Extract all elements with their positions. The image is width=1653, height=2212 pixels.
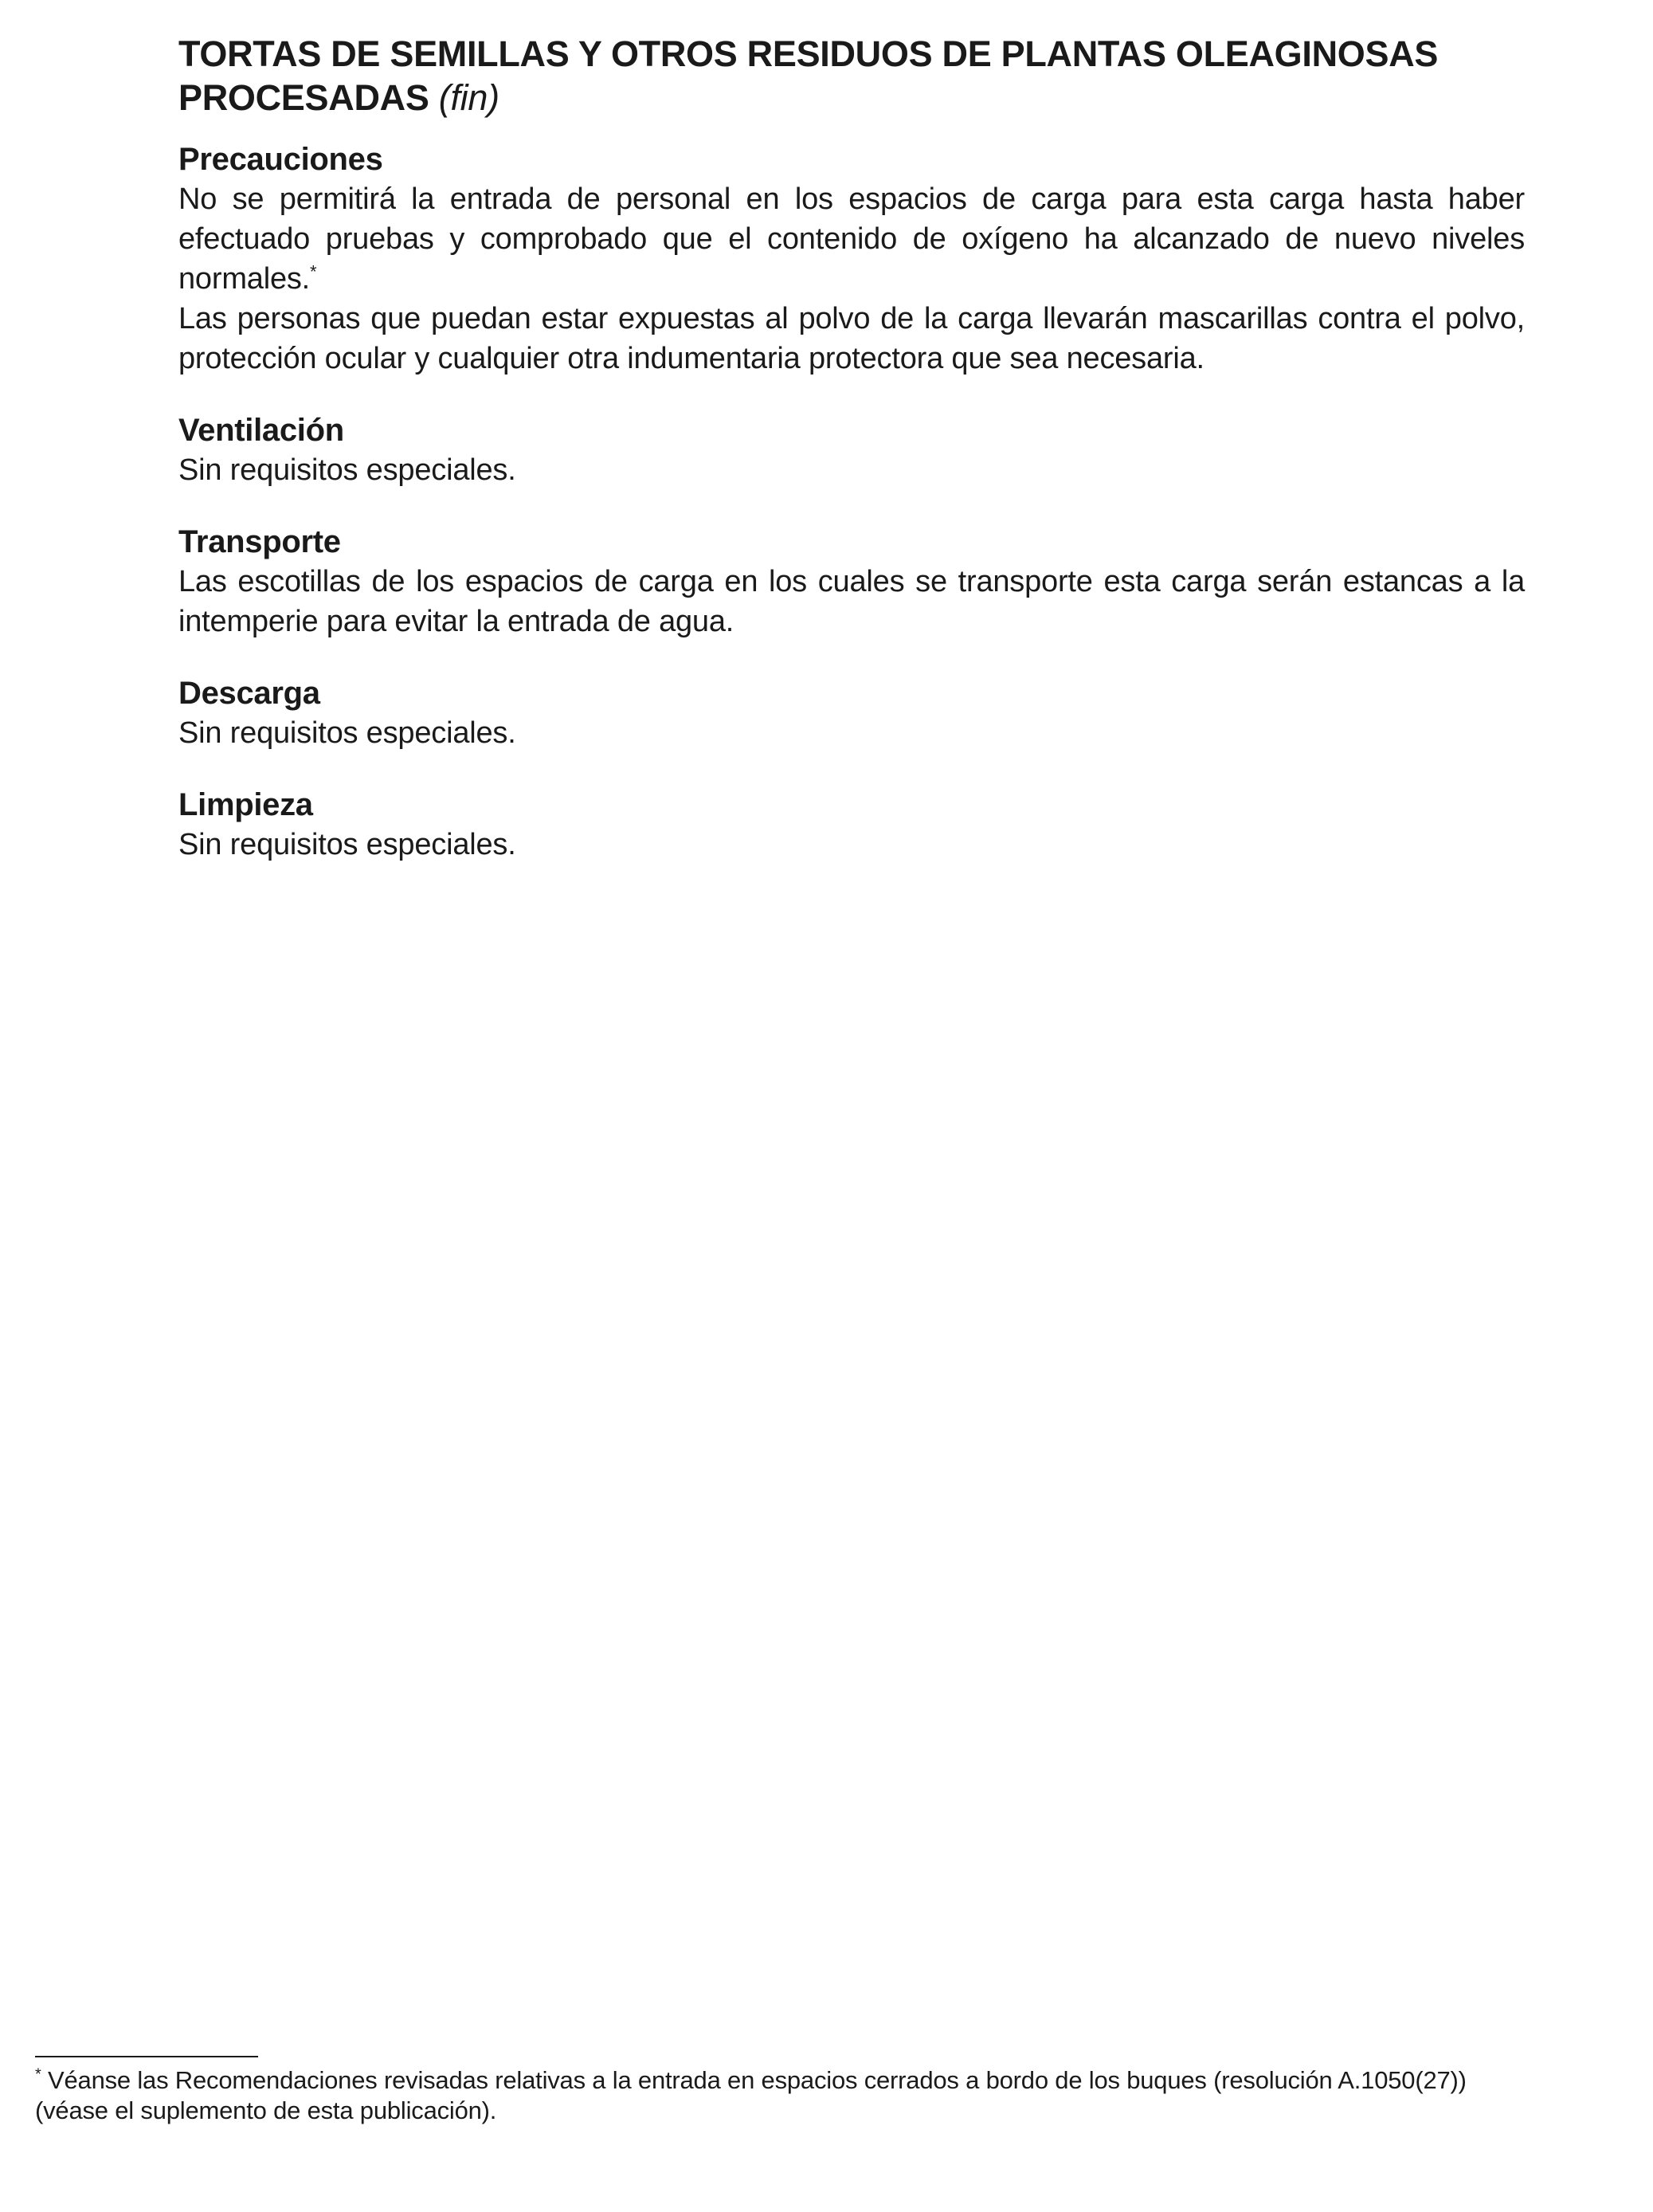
- page-title: [178, 32, 1533, 120]
- limpieza-text: Sin requisitos especiales.: [178, 828, 516, 861]
- section-limpieza: [178, 785, 1525, 865]
- section-ventilacion: [178, 410, 1525, 490]
- precauciones-paragraph-1: [178, 179, 1525, 299]
- precauciones-text-1: No se permitirá la entrada de personal en los espacios de carga para esta carga hasta haber efectuado pruebas y comprobado que el contenido de oxígeno ha alcanzado de nuevo niveles normales.: [178, 182, 1525, 296]
- section-heading-limpieza: Limpieza: [178, 787, 313, 822]
- footnote-reference[interactable]: *: [310, 261, 317, 282]
- footnote-divider: [35, 2056, 258, 2057]
- ventilacion-text: Sin requisitos especiales.: [178, 453, 516, 487]
- transporte-text: Las escotillas de los espacios de carga en los cuales se transporte esta carga serán estancas a la intemperie para evitar la entrada de agua.: [178, 565, 1525, 638]
- section-transporte: [178, 522, 1525, 641]
- footnote-text: Véanse las Recomendaciones revisadas relativas a la entrada en espacios cerrados a bordo de los buques (resolución A.1050(27)) (véase el suplemento de esta publicación).: [35, 2066, 1467, 2124]
- precauciones-paragraph-2: Las personas que puedan estar expuestas al polvo de la carga llevarán mascarillas contra el polvo, protección ocular y cualquier otra indumentaria protectora que sea necesaria.: [178, 302, 1525, 375]
- descarga-text: Sin requisitos especiales.: [178, 716, 516, 750]
- title-main: TORTAS DE SEMILLAS Y OTROS RESIDUOS DE PLANTAS OLEAGINOSAS PROCESADAS: [178, 33, 1439, 118]
- section-descarga: [178, 673, 1525, 753]
- section-heading-descarga: Descarga: [178, 676, 320, 711]
- footnote-marker: *: [35, 2065, 41, 2084]
- main-content: [178, 139, 1525, 896]
- section-heading-precauciones: Precauciones: [178, 142, 383, 177]
- footnote: [35, 2065, 1525, 2126]
- title-suffix: (fin): [438, 77, 499, 118]
- section-heading-transporte: Transporte: [178, 524, 341, 559]
- section-heading-ventilacion: Ventilación: [178, 413, 344, 448]
- section-precauciones: [178, 139, 1525, 378]
